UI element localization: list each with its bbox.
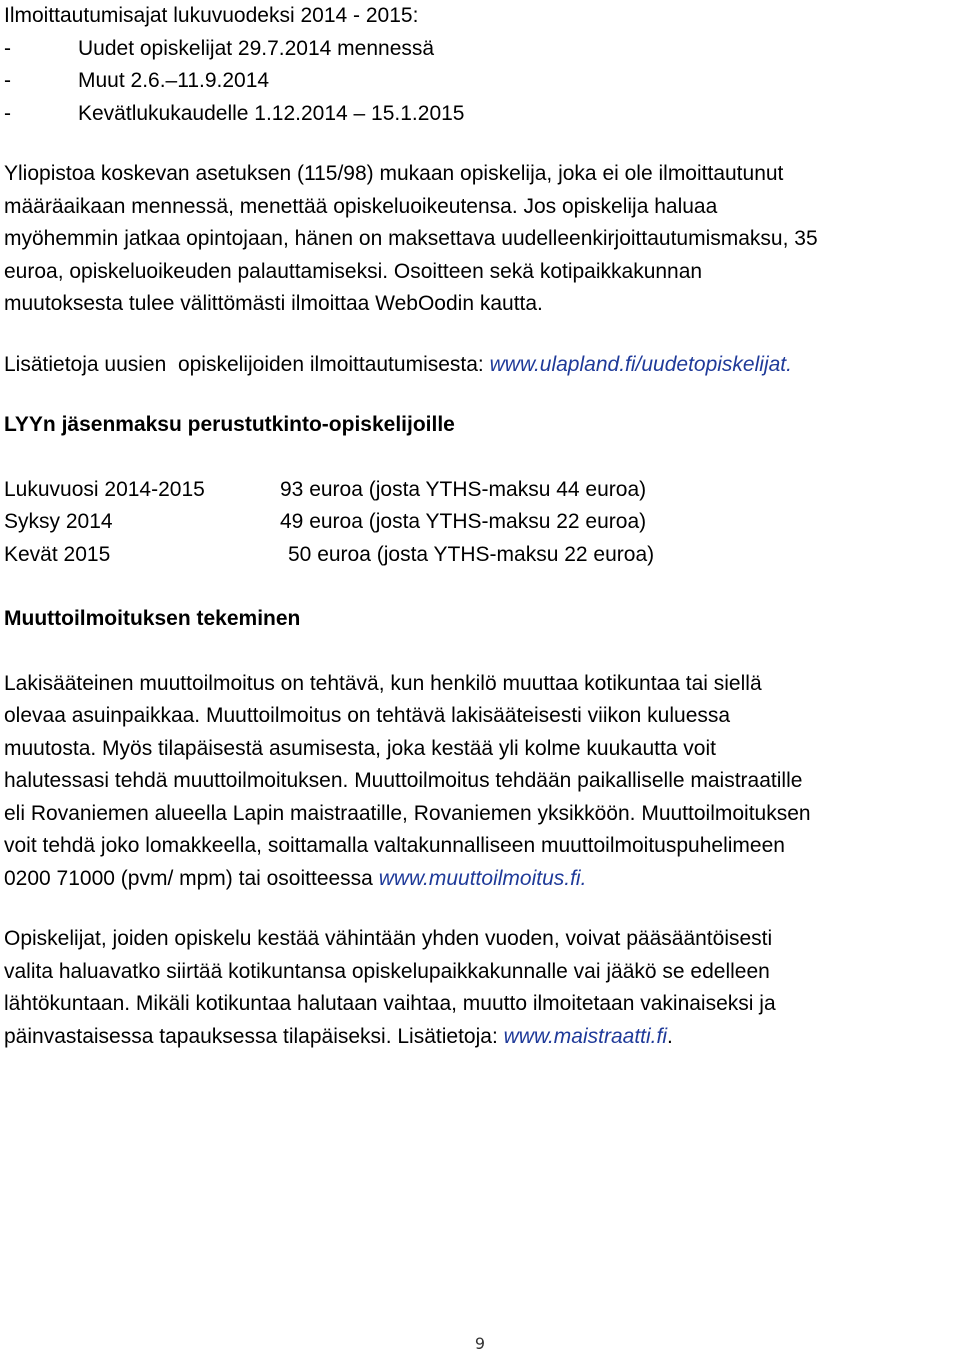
moving-paragraph-2 xyxy=(4,923,954,1053)
paragraph-line: muutoksesta tulee välittömästi ilmoittaa WebOodin kautta. xyxy=(4,292,543,315)
more-info-text: Lisätietoja uusien opiskelijoiden ilmoittautumisesta: xyxy=(4,352,490,376)
paragraph-line xyxy=(4,863,954,896)
paragraph-line: olevaa asuinpaikkaa. Muuttoilmoitus on tehtävä lakisääteisesti viikon kuluessa xyxy=(4,704,731,727)
moving-heading: Muuttoilmoituksen tekeminen xyxy=(4,607,301,630)
paragraph-line: halutessasi tehdä muuttoilmoituksen. Muuttoilmoitus tehdään paikalliselle maistraatille xyxy=(4,769,803,792)
bullet-dash: - xyxy=(4,36,11,60)
paragraph-line: lähtökuntaan. Mikäli kotikuntaa halutaan vaihtaa, muutto ilmoitetaan vakinaiseksi ja xyxy=(4,992,776,1015)
fee-value: 50 euroa (josta YTHS-maksu 22 euroa) xyxy=(288,542,655,566)
paragraph-end: . xyxy=(667,1024,673,1048)
registration-item xyxy=(4,65,954,98)
paragraph-text: päinvastaisessa tapauksessa tilapäiseksi. Lisätietoja: xyxy=(4,1024,504,1048)
paragraph-line: Opiskelijat, joiden opiskelu kestää vähintään yhden vuoden, voivat pääsääntöisesti xyxy=(4,927,773,950)
registration-item xyxy=(4,33,954,66)
registration-item-text: Kevätlukukaudelle 1.12.2014 – 15.1.2015 xyxy=(78,101,465,125)
bullet-dash: - xyxy=(4,101,11,125)
paragraph-line: voit tehdä joko lomakkeella, soittamalla valtakunnalliseen muuttoilmoituspuhelimeen xyxy=(4,834,785,857)
fee-value: 49 euroa (josta YTHS-maksu 22 euroa) xyxy=(280,510,647,533)
paragraph-line xyxy=(4,1021,954,1054)
more-info-line xyxy=(4,349,954,382)
moving-paragraph-1 xyxy=(4,668,954,896)
paragraph-text: 0200 71000 (pvm/ mpm) tai osoitteessa xyxy=(4,866,379,890)
fee-label: Syksy 2014 xyxy=(4,510,113,533)
registration-title: Ilmoittautumisajat lukuvuodeksi 2014 - 2015: xyxy=(4,4,419,27)
paragraph-line: euroa, opiskeluoikeuden palauttamiseksi. Osoitteen sekä kotipaikkakunnan xyxy=(4,259,703,283)
ulapland-link[interactable]: www.ulapland.fi/uudetopiskelijat. xyxy=(489,352,792,376)
fee-value: 93 euroa (josta YTHS-maksu 44 euroa) xyxy=(280,477,647,501)
fee-row xyxy=(4,506,954,539)
paragraph-line: myöhemmin jatkaa opintojaan, hänen on maksettava uudelleenkirjoittautumismaksu, 35 xyxy=(4,227,818,250)
paragraph-line: Lakisääteinen muuttoilmoitus on tehtävä, kun henkilö muuttaa kotikuntaa tai siellä xyxy=(4,671,762,695)
paragraph-line: muutosta. Myös tilapäisestä asumisesta, joka kestää yli kolme kuukautta voit xyxy=(4,736,716,760)
paragraph-line: valita haluavatko siirtää kotikuntansa opiskelupaikkakunnalle vai jääkö se edelleen xyxy=(4,959,770,983)
page-number: 9 xyxy=(474,1334,486,1353)
paragraph-line: määräaikaan mennessä, menettää opiskeluoikeutensa. Jos opiskelija haluaa xyxy=(4,194,718,218)
registration-item-text: Muut 2.6.–11.9.2014 xyxy=(78,69,270,92)
membership-heading: LYYn jäsenmaksu perustutkinto-opiskelijoille xyxy=(4,413,455,436)
paragraph-line: Yliopistoa koskevan asetuksen (115/98) mukaan opiskelija, joka ei ole ilmoittautunut xyxy=(4,162,784,185)
bullet-dash: - xyxy=(4,69,11,92)
registration-item xyxy=(4,98,954,131)
fee-label: Kevät 2015 xyxy=(4,542,111,566)
muuttoilmoitus-link[interactable]: www.muuttoilmoitus.fi. xyxy=(378,866,587,890)
paragraph-line: eli Rovaniemen alueella Lapin maistraatille, Rovaniemen yksikköön. Muuttoilmoituksen xyxy=(4,801,811,825)
fee-row xyxy=(4,539,954,572)
maistraatti-link[interactable]: www.maistraatti.fi xyxy=(503,1024,667,1048)
fee-label: Lukuvuosi 2014-2015 xyxy=(4,477,205,501)
fee-row xyxy=(4,474,954,507)
registration-paragraph xyxy=(4,158,954,321)
registration-item-text: Uudet opiskelijat 29.7.2014 mennessä xyxy=(78,36,435,60)
document-page xyxy=(4,0,954,1053)
